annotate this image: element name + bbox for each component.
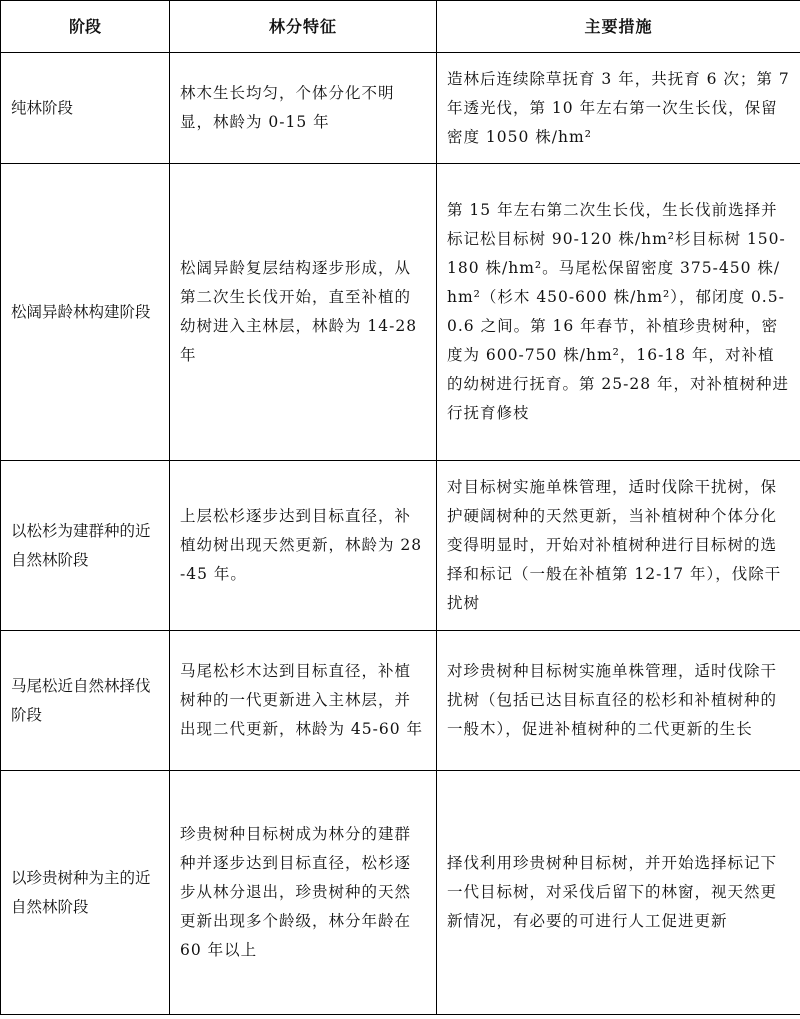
table-row bbox=[1, 771, 800, 1015]
measure-cell: 第 15 年左右第二次生长伐，生长伐前选择并标记松目标树 90-120 株/hm²杉目标树 150-180 株/hm²。马尾松保留密度 375-450 株/hm²（杉木 450-600 株/hm²），郁闭度 0.5-0.6 之间。第 16 年春节，补植珍贵树种，密度为 600-750 株/hm²，16-18 年，对补植的幼树进行抚育。第 25-28 年，对补植树种进行抚育修枝 bbox=[437, 164, 800, 461]
stage-cell: 纯林阶段 bbox=[1, 53, 170, 164]
feature-cell: 林木生长均匀，个体分化不明显，林龄为 0-15 年 bbox=[170, 53, 437, 164]
measure-cell: 对目标树实施单株管理，适时伐除干扰树，保护硬阔树种的天然更新，当补植树种个体分化变得明显时，开始对补植树种进行目标树的选择和标记（一般在补植第 12-17 年），伐除干扰树 bbox=[437, 461, 800, 631]
feature-cell: 马尾松杉木达到目标直径，补植树种的一代更新进入主林层，并出现二代更新，林龄为 45-60 年 bbox=[170, 631, 437, 771]
stage-cell: 松阔异龄林构建阶段 bbox=[1, 164, 170, 461]
stage-cell: 马尾松近自然林择伐阶段 bbox=[1, 631, 170, 771]
table-row bbox=[1, 631, 800, 771]
header-stage: 阶段 bbox=[1, 1, 170, 53]
table-row bbox=[1, 461, 800, 631]
header-measure: 主要措施 bbox=[437, 1, 800, 53]
header-feature: 林分特征 bbox=[170, 1, 437, 53]
table-header-row bbox=[1, 1, 800, 53]
table-row bbox=[1, 164, 800, 461]
stage-cell: 以珍贵树种为主的近自然林阶段 bbox=[1, 771, 170, 1015]
feature-cell: 上层松杉逐步达到目标直径，补植幼树出现天然更新，林龄为 28-45 年。 bbox=[170, 461, 437, 631]
stage-cell: 以松杉为建群种的近自然林阶段 bbox=[1, 461, 170, 631]
feature-cell: 珍贵树种目标树成为林分的建群种并逐步达到目标直径，松杉逐步从林分退出，珍贵树种的天然更新出现多个龄级，林分年龄在 60 年以上 bbox=[170, 771, 437, 1015]
measure-cell: 造林后连续除草抚育 3 年，共抚育 6 次；第 7 年透光伐，第 10 年左右第一次生长伐，保留密度 1050 株/hm² bbox=[437, 53, 800, 164]
measure-cell: 对珍贵树种目标树实施单株管理，适时伐除干扰树（包括已达目标直径的松杉和补植树种的一般木），促进补植树种的二代更新的生长 bbox=[437, 631, 800, 771]
measure-cell: 择伐利用珍贵树种目标树，并开始选择标记下一代目标树，对采伐后留下的林窗，视天然更新情况，有必要的可进行人工促进更新 bbox=[437, 771, 800, 1015]
table-row bbox=[1, 53, 800, 164]
feature-cell: 松阔异龄复层结构逐步形成，从第二次生长伐开始，直至补植的幼树进入主林层，林龄为 14-28 年 bbox=[170, 164, 437, 461]
